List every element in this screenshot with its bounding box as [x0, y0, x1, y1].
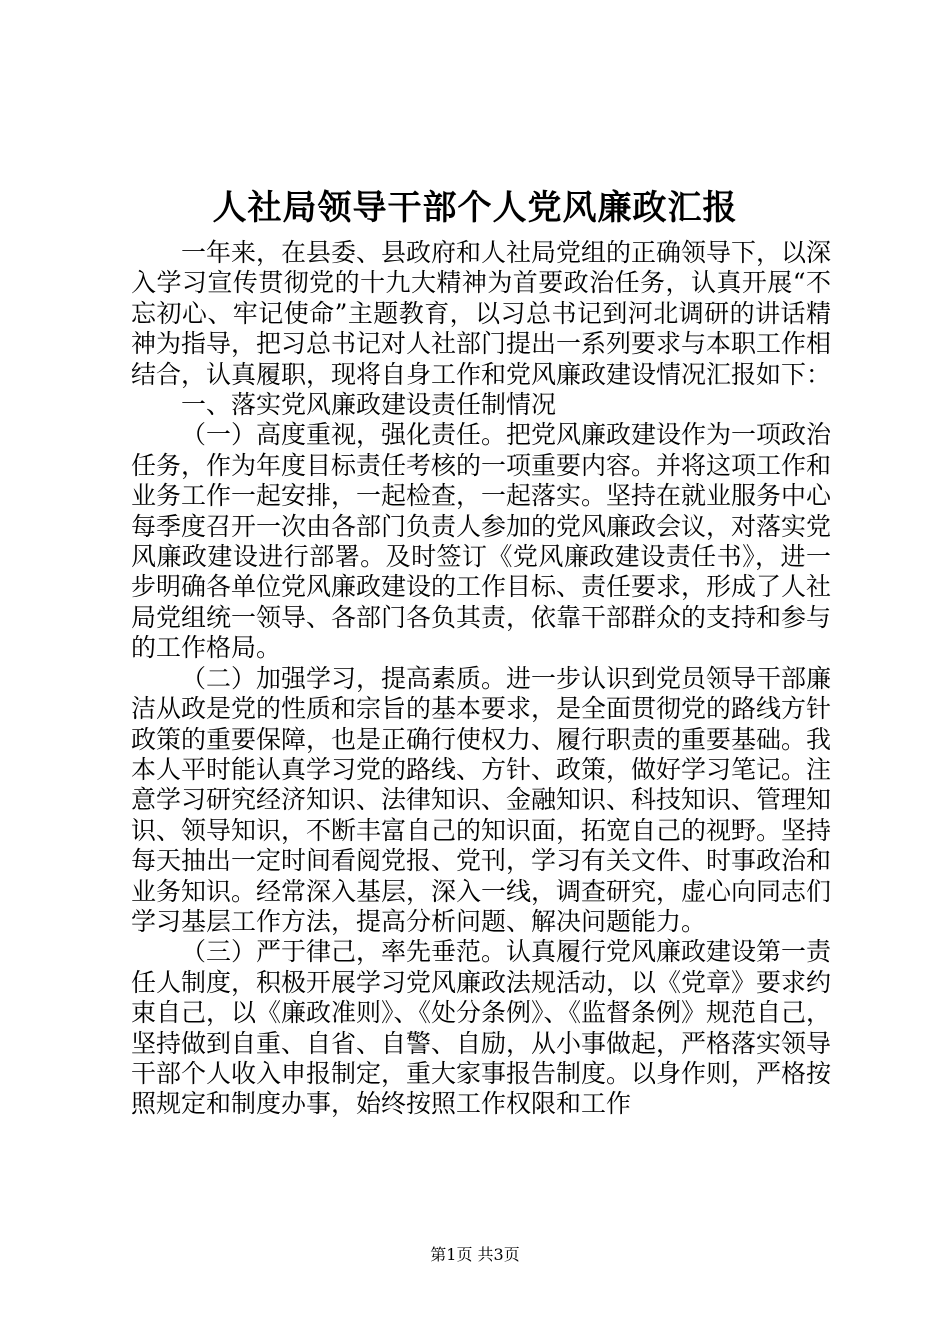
page-number: 第1页 共3页: [430, 1245, 520, 1264]
paragraph-item-3: （三）严于律己，率先垂范。认真履行党风廉政建设第一责任人制度，积极开展学习党风廉政法规活动，以《党章》要求约束自己，以《廉政准则》、《处分条例》、《监督条例》规范自己，坚持做到自重、自省、自警、自励，从小事做起，严格落实领导干部个人收入申报制定，重大家事报告制度。以身作则，严格按照规定和制度办事，始终按照工作权限和工作: [131, 937, 832, 1119]
paragraph-item-1: （一）高度重视，强化责任。把党风廉政建设作为一项政治任务，作为年度目标责任考核的一项重要内容。并将这项工作和业务工作一起安排，一起检查，一起落实。坚持在就业服务中心每季度召开一次由各部门负责人参加的党风廉政会议，对落实党风廉政建设进行部署。及时签订《党风廉政建设责任书》，进一步明确各单位党风廉政建设的工作目标、责任要求，形成了人社局党组统一领导、各部门各负其责，依靠干部群众的支持和参与的工作格局。: [131, 420, 832, 663]
document-title: 人社局领导干部个人党风廉政汇报: [212, 188, 738, 228]
paragraph-intro: 一年来，在县委、县政府和人社局党组的正确领导下，以深入学习宣传贯彻党的十九大精神为首要政治任务，认真开展“不忘初心、牢记使命”主题教育，以习总书记到河北调研的讲话精神为指导，把习总书记对人社部门提出一系列要求与本职工作相结合，认真履职，现将自身工作和党风廉政建设情况汇报如下：: [131, 238, 832, 389]
document-body: [131, 238, 831, 1120]
paragraph-item-2: （二）加强学习，提高素质。进一步认识到党员领导干部廉洁从政是党的性质和宗旨的基本要求，是全面贯彻党的路线方针政策的重要保障，也是正确行使权力、履行职责的重要基础。我本人平时能认真学习党的路线、方针、政策，做好学习笔记。注意学习研究经济知识、法律知识、金融知识、科技知识、管理知识、领导知识，不断丰富自己的知识面，拓宽自己的视野。坚持每天抽出一定时间看阅党报、党刊，学习有关文件、时事政治和业务知识。经常深入基层，深入一线，调查研究，虚心向同志们学习基层工作方法，提高分析问题、解决问题能力。: [131, 663, 832, 936]
section-heading: 一、落实党风廉政建设责任制情况: [181, 390, 557, 420]
